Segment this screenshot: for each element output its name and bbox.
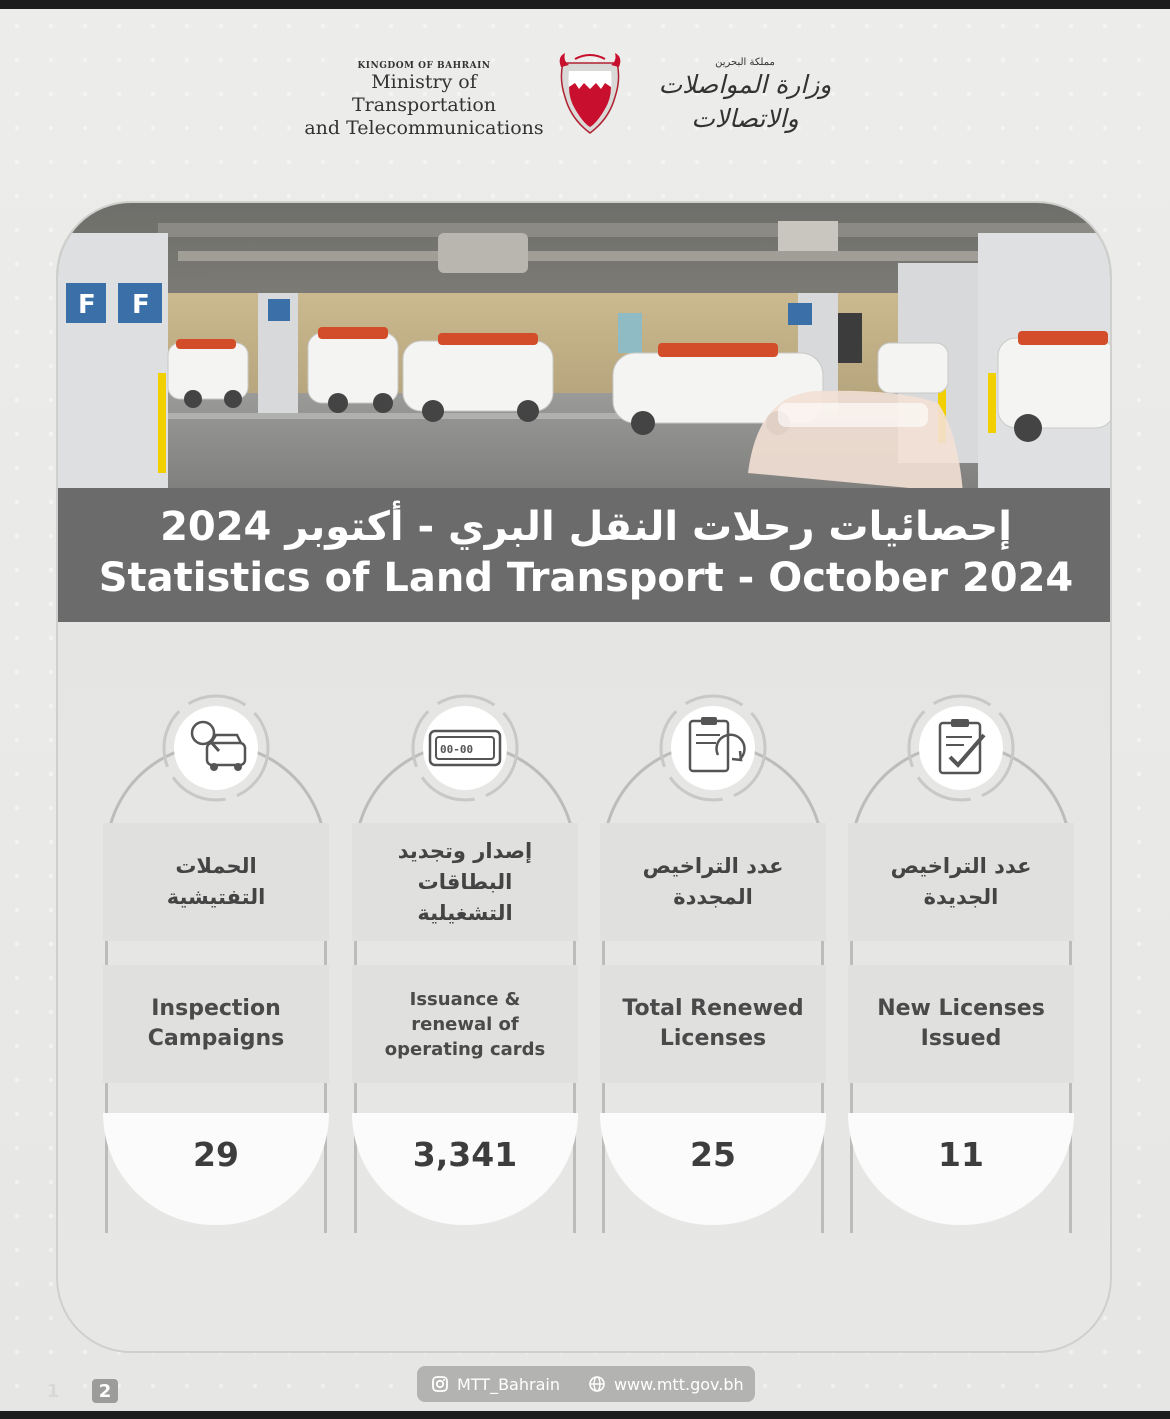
- stat-value: 25: [600, 1113, 826, 1225]
- stat-label-ar: عدد التراخيص المجددة: [600, 823, 826, 941]
- stat-operating-cards: [352, 693, 578, 1233]
- stat-renewed-licenses: [600, 693, 826, 1233]
- ministry-title-ar: وزارة المواصلات والاتصالات: [658, 70, 832, 133]
- social-footer: [417, 1366, 755, 1402]
- instagram-handle[interactable]: [417, 1366, 574, 1402]
- stat-label-en: Issuance & renewal of operating cards: [352, 965, 578, 1083]
- kingdom-label-en: KINGDOM OF BAHRAIN: [357, 61, 491, 71]
- website-link[interactable]: [574, 1366, 758, 1402]
- stat-value: 29: [103, 1113, 329, 1225]
- kingdom-label-ar: مملكة البحرين: [715, 57, 775, 68]
- statistics-card: [56, 201, 1112, 1353]
- stat-label-en: Inspection Campaigns: [103, 965, 329, 1083]
- stat-label-en: New Licenses Issued: [848, 965, 1074, 1083]
- infographic-canvas: [0, 9, 1170, 1411]
- stat-new-licenses: [848, 693, 1074, 1233]
- page-indicator: [40, 1379, 118, 1403]
- globe-icon: [588, 1375, 606, 1393]
- instagram-icon: [431, 1375, 449, 1393]
- stat-label-en: Total Renewed Licenses: [600, 965, 826, 1083]
- title-english: Statistics of Land Transport - October 2024: [98, 555, 1074, 601]
- stat-inspection-campaigns: [103, 693, 329, 1233]
- stat-label-ar: إصدار وتجديد البطاقات التشغيلية: [352, 823, 578, 941]
- title-arabic: إحصائيات رحلات النقل البري - أكتوبر 2024: [160, 504, 1012, 550]
- instagram-text: MTT_Bahrain: [457, 1374, 560, 1394]
- stat-label-ar: عدد التراخيص الجديدة: [848, 823, 1074, 941]
- svg-text:F: F: [132, 290, 150, 320]
- ministry-header: [0, 49, 1170, 149]
- ministry-name-en: [304, 61, 544, 140]
- stat-label-ar: الحملات التفتيشية: [103, 823, 329, 941]
- taxi-parking-photo: [58, 203, 1112, 503]
- renewed-license-icon: [658, 693, 768, 803]
- page-1-indicator[interactable]: 1: [46, 1380, 60, 1402]
- stat-value: 3,341: [352, 1113, 578, 1225]
- inspection-car-magnifier-icon: [161, 693, 271, 803]
- website-text: www.mtt.gov.bh: [613, 1374, 744, 1394]
- title-banner: [58, 488, 1112, 622]
- page-2-indicator[interactable]: 2: [92, 1379, 118, 1403]
- svg-text:00-00: 00-00: [440, 743, 474, 756]
- ministry-line2-en: and Telecommunications: [304, 117, 544, 139]
- operating-card-icon: [410, 693, 520, 803]
- svg-text:F: F: [78, 290, 96, 320]
- bahrain-emblem-icon: [555, 49, 625, 139]
- stat-value: 11: [848, 1113, 1074, 1225]
- new-license-checklist-icon: [906, 693, 1016, 803]
- ministry-line1-en: Ministry of Transportation: [351, 71, 497, 116]
- ministry-name-ar: [630, 57, 860, 136]
